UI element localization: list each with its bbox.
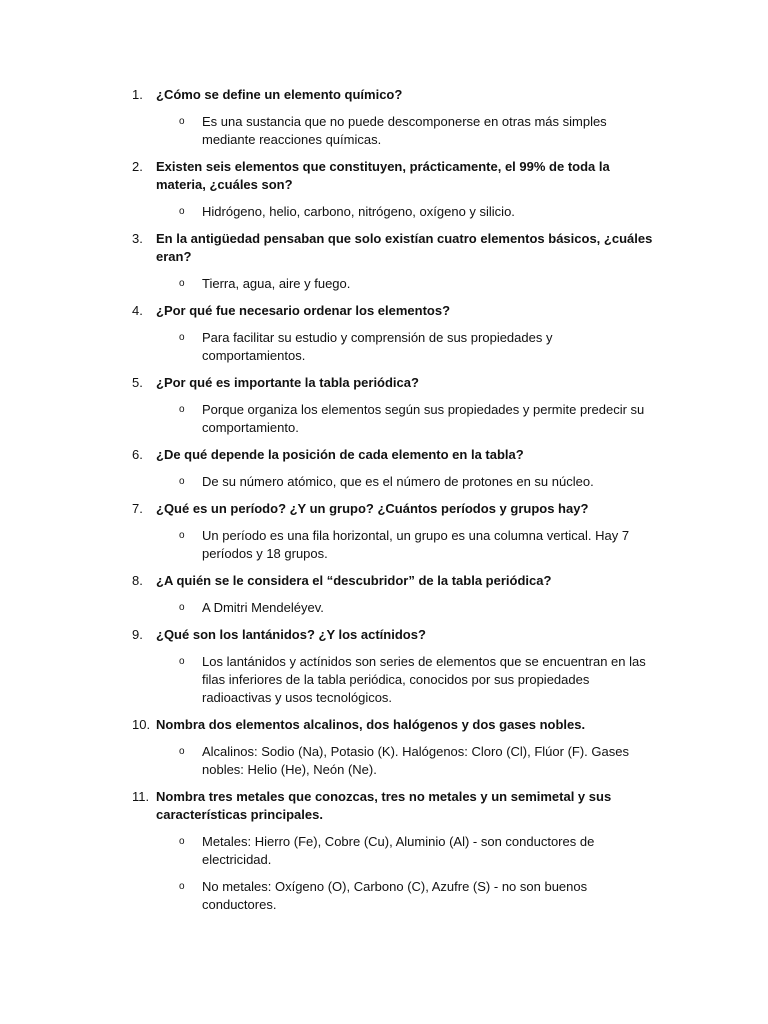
answer-list (156, 599, 656, 617)
answer-item (179, 743, 654, 779)
answer-list (156, 203, 656, 221)
bullet-icon: o (179, 278, 185, 289)
answer-text: Hidrógeno, helio, carbono, nitrógeno, oxígeno y silicio. (202, 204, 515, 219)
question-item (132, 716, 656, 779)
answer-text: De su número atómico, que es el número de protones en su núcleo. (202, 474, 594, 489)
question-item (132, 788, 656, 914)
question-text: ¿Qué es un período? ¿Y un grupo? ¿Cuántos períodos y grupos hay? (156, 501, 589, 516)
answer-text: Los lantánidos y actínidos son series de elementos que se encuentran en las filas inferiores de la tabla periódica, conocidos por sus propiedades radioactivas y usos tecnológicos. (202, 654, 646, 705)
question-text: En la antigüedad pensaban que solo existían cuatro elementos básicos, ¿cuáles eran? (156, 231, 653, 264)
answer-item (179, 473, 654, 491)
question-text: ¿A quién se le considera el “descubridor” de la tabla periódica? (156, 573, 552, 588)
answer-text: Es una sustancia que no puede descomponerse en otras más simples mediante reacciones químicas. (202, 114, 607, 147)
question-number: 6. (132, 447, 143, 462)
question-text: Nombra dos elementos alcalinos, dos halógenos y dos gases nobles. (156, 717, 586, 732)
answer-list (156, 653, 656, 707)
question-number: 9. (132, 627, 143, 642)
question-text: ¿Qué son los lantánidos? ¿Y los actínidos? (156, 627, 426, 642)
question-item (132, 446, 656, 491)
bullet-icon: o (179, 602, 185, 613)
question-text: ¿De qué depende la posición de cada elemento en la tabla? (156, 447, 524, 462)
bullet-icon: o (179, 404, 185, 415)
question-number: 3. (132, 231, 143, 246)
answer-item (179, 653, 654, 707)
question-number: 7. (132, 501, 143, 516)
answer-item (179, 599, 654, 617)
answer-list (156, 743, 656, 779)
answer-text: Un período es una fila horizontal, un grupo es una columna vertical. Hay 7 períodos y 18 grupos. (202, 528, 630, 561)
answer-text: Alcalinos: Sodio (Na), Potasio (K). Halógenos: Cloro (Cl), Flúor (F). Gases nobles: Helio (He), Neón (Ne). (202, 744, 629, 777)
question-item (132, 374, 656, 437)
question-number: 5. (132, 375, 143, 390)
answer-item (179, 329, 654, 365)
answer-list (156, 833, 656, 914)
question-text: ¿Cómo se define un elemento químico? (156, 87, 403, 102)
question-item (132, 302, 656, 365)
answer-item (179, 527, 654, 563)
question-number: 8. (132, 573, 143, 588)
answer-list (156, 527, 656, 563)
question-text: Nombra tres metales que conozcas, tres no metales y un semimetal y sus características principales. (156, 789, 612, 822)
bullet-icon: o (179, 332, 185, 343)
question-text: Existen seis elementos que constituyen, prácticamente, el 99% de toda la materia, ¿cuáles son? (156, 159, 610, 192)
answer-list (156, 275, 656, 293)
question-number: 11. (132, 789, 150, 804)
answer-list (156, 113, 656, 149)
question-item (132, 572, 656, 617)
question-item (132, 158, 656, 221)
answer-item (179, 401, 654, 437)
question-text: ¿Por qué es importante la tabla periódica? (156, 375, 419, 390)
question-list (0, 86, 768, 914)
bullet-icon: o (179, 656, 185, 667)
answer-list (156, 329, 656, 365)
bullet-icon: o (179, 746, 185, 757)
answer-text: Tierra, agua, aire y fuego. (202, 276, 351, 291)
question-number: 10. (132, 717, 151, 732)
answer-text: Porque organiza los elementos según sus propiedades y permite predecir su comportamiento. (202, 402, 645, 435)
bullet-icon: o (179, 476, 185, 487)
question-number: 1. (132, 87, 143, 102)
bullet-icon: o (179, 836, 185, 847)
question-number: 2. (132, 159, 143, 174)
question-item (132, 230, 656, 293)
bullet-icon: o (179, 116, 185, 127)
answer-text: No metales: Oxígeno (O), Carbono (C), Azufre (S) - no son buenos conductores. (202, 879, 588, 912)
bullet-icon: o (179, 206, 185, 217)
answer-item (179, 878, 654, 914)
answer-item (179, 833, 654, 869)
bullet-icon: o (179, 530, 185, 541)
answer-list (156, 473, 656, 491)
answer-item (179, 275, 654, 293)
question-text: ¿Por qué fue necesario ordenar los elementos? (156, 303, 451, 318)
question-number: 4. (132, 303, 143, 318)
answer-list (156, 401, 656, 437)
answer-item (179, 203, 654, 221)
question-item (132, 86, 656, 149)
answer-text: Metales: Hierro (Fe), Cobre (Cu), Aluminio (Al) - son conductores de electricidad. (202, 834, 595, 867)
answer-item (179, 113, 654, 149)
answer-text: Para facilitar su estudio y comprensión de sus propiedades y comportamientos. (202, 330, 553, 363)
question-item (132, 626, 656, 707)
answer-text: A Dmitri Mendeléyev. (202, 600, 324, 615)
question-item (132, 500, 656, 563)
bullet-icon: o (179, 881, 185, 892)
